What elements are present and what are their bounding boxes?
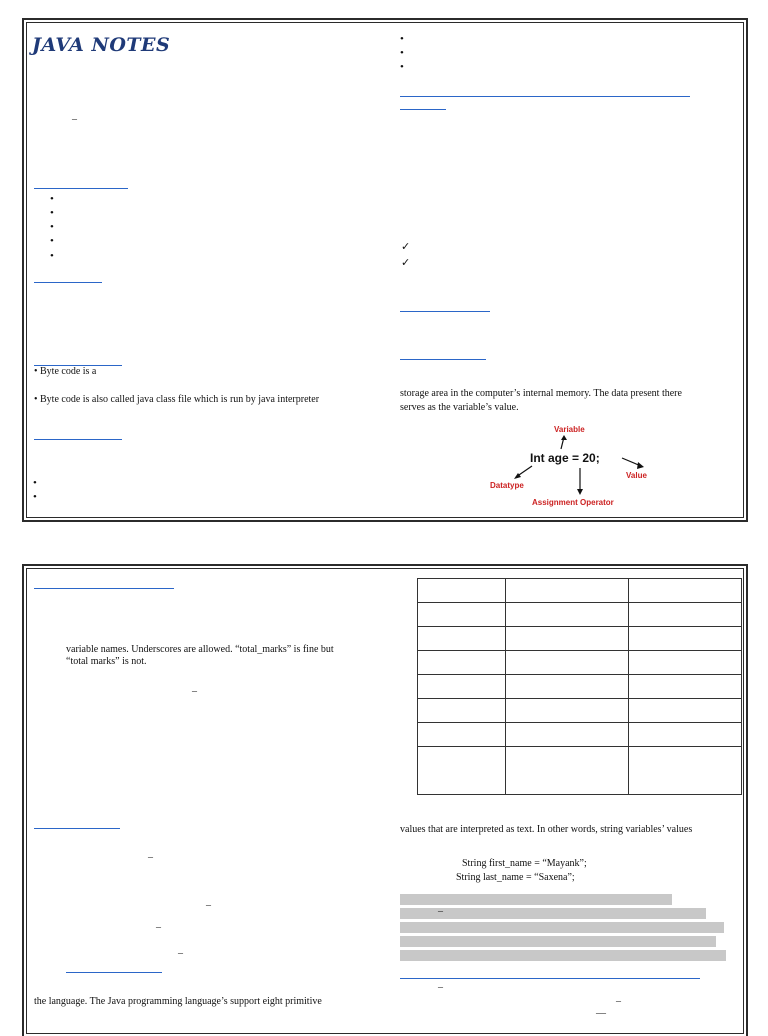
- list-bullet: •: [50, 193, 54, 205]
- arrowhead-icon: [577, 489, 583, 495]
- dash-mark: –: [616, 996, 621, 1007]
- list-bullet: •: [50, 250, 54, 262]
- list-bullet: •: [400, 61, 404, 73]
- code-example: String first_name = “Mayank”;: [462, 858, 587, 869]
- data-types-table: [417, 578, 742, 795]
- table-row: [418, 603, 742, 627]
- variable-description: storage area in the computer’s internal memory. The data present there: [400, 388, 682, 399]
- list-bullet: •: [50, 207, 54, 219]
- check-mark: ✓: [401, 257, 411, 269]
- list-bullet: •: [400, 47, 404, 59]
- table-row: [418, 699, 742, 723]
- variable-description: serves as the variable’s value.: [400, 402, 519, 413]
- diagram-value-label: Value: [626, 471, 647, 480]
- highlight-bar: [400, 950, 726, 961]
- section-heading-link[interactable]: [400, 109, 446, 110]
- list-bullet: •: [50, 221, 54, 233]
- notes-page-1: [22, 18, 748, 522]
- primitive-types-text: the language. The Java programming language’s support eight primitive: [34, 996, 322, 1007]
- dash-mark: –: [72, 114, 77, 125]
- list-bullet: •: [50, 235, 54, 247]
- dash-mark: –: [156, 922, 161, 933]
- highlight-bar: [400, 936, 716, 947]
- diagram-statement: Int age = 20;: [530, 451, 600, 465]
- section-heading-link[interactable]: [400, 978, 700, 979]
- section-heading-link[interactable]: [34, 188, 128, 189]
- section-heading-link[interactable]: [34, 439, 122, 440]
- notes-page-2: [22, 564, 748, 1036]
- variable-diagram: [476, 422, 656, 510]
- section-heading-link[interactable]: [34, 828, 120, 829]
- arrowhead-icon: [561, 435, 567, 440]
- diagram-datatype-label: Datatype: [490, 481, 524, 490]
- string-description: values that are interpreted as text. In other words, string variables’ values: [400, 824, 693, 835]
- dash-mark: –: [438, 982, 443, 993]
- table-row: [418, 675, 742, 699]
- section-heading-link[interactable]: [400, 359, 486, 360]
- arrowhead-icon: [637, 462, 644, 469]
- table-row: [418, 579, 742, 603]
- dash-mark: –: [438, 906, 443, 917]
- dash-mark: –: [192, 686, 197, 697]
- code-example: String last_name = “Saxena”;: [456, 872, 575, 883]
- highlight-bar: [400, 908, 706, 919]
- naming-rule-text: variable names. Underscores are allowed. “total_marks” is fine but: [66, 644, 334, 655]
- dash-mark: —: [596, 1008, 606, 1019]
- table-row: [418, 651, 742, 675]
- page-title: JAVA NOTES: [32, 34, 171, 56]
- table-row: [418, 723, 742, 747]
- section-heading-link[interactable]: [34, 588, 174, 589]
- section-heading-link[interactable]: [34, 282, 102, 283]
- highlight-bar: [400, 894, 672, 905]
- dash-mark: –: [178, 948, 183, 959]
- bytecode-text: • Byte code is also called java class file which is run by java interpreter: [34, 394, 320, 405]
- highlight-bar: [400, 922, 724, 933]
- dash-mark: –: [206, 900, 211, 911]
- check-mark: ✓: [401, 241, 411, 253]
- section-heading-link[interactable]: [66, 972, 162, 973]
- table-row: [418, 627, 742, 651]
- bytecode-text: • Byte code is a: [34, 366, 97, 377]
- naming-rule-text: “total marks” is not.: [66, 656, 147, 667]
- dash-mark: –: [148, 852, 153, 863]
- section-heading-link[interactable]: [400, 311, 490, 312]
- list-bullet: •: [33, 477, 37, 489]
- list-bullet: •: [400, 33, 404, 45]
- diagram-operator-label: Assignment Operator: [532, 498, 614, 507]
- section-heading-link[interactable]: [400, 96, 690, 97]
- list-bullet: •: [33, 491, 37, 503]
- diagram-variable-label: Variable: [554, 425, 585, 434]
- table-row: [418, 747, 742, 795]
